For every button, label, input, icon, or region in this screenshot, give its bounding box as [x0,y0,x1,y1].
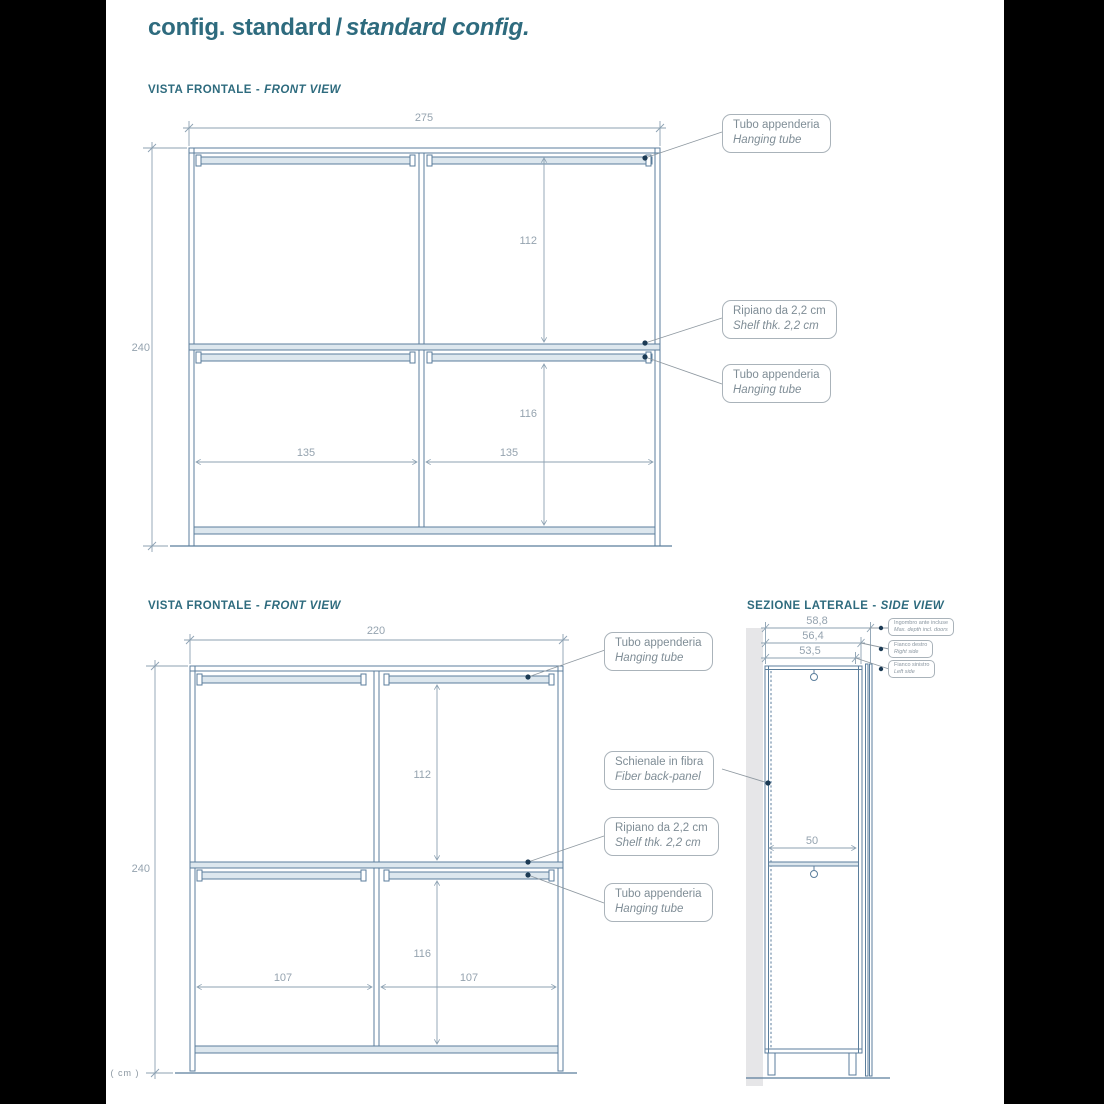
fv1-tube-top-right [428,157,652,164]
heading-english: SIDE VIEW [880,600,945,612]
sv-foot-left [768,1053,775,1075]
pill-right-side [888,640,933,658]
fv1-tube-clip [196,155,201,166]
front-view-1-drawing [170,148,672,546]
fv1-dim-bay-right: 135 [499,447,519,459]
callout-text-en: Hanging tube [615,652,684,664]
pill-left-side [888,660,935,678]
fv2-tube-clip [384,674,389,685]
sv-dim-right-side: 56,4 [802,630,824,642]
pill-depth-incl-doors [888,618,954,636]
sv-foot-right [849,1053,856,1075]
callout-text-it: Tubo appenderia [615,888,702,900]
fv1-dim-height: 240 [131,342,150,354]
front-view-1-dimensions [143,121,666,552]
callout-hanging-tube-mid1 [722,364,831,403]
heading-dash: - [255,84,261,96]
fv2-tube-clip [197,674,202,685]
section-heading-front-view-1 [148,84,341,96]
heading-dash: - [255,600,261,612]
fv1-shelf [189,344,660,350]
front-view-2-drawing [175,666,577,1073]
side-view-drawing [746,615,890,1086]
fv2-tube-clip [361,870,366,881]
sv-bottom-frame [765,1049,862,1053]
fv2-dim-lower: 116 [413,948,431,960]
page-title [148,14,529,42]
fv1-tube-clip [410,155,415,166]
fv1-tube-clip [427,352,432,363]
callout-text-en: Shelf thk. 2,2 cm [615,837,701,849]
fv1-base-rail [194,527,655,534]
fv1-dim-lower: 116 [519,408,537,420]
fv2-tube-clip [384,870,389,881]
section-heading-side-view [747,600,944,612]
fv2-tube-top-left [198,676,366,683]
sv-top-frame [765,666,862,670]
callout-hanging-tube-top2 [604,632,713,671]
callout-text-it: Ripiano da 2,2 cm [733,305,826,317]
callout-shelf-2 [604,817,719,856]
heading-english: FRONT VIEW [264,600,341,612]
fv2-tube-clip [361,674,366,685]
fv2-dim-bay-right: 107 [459,972,479,984]
fv2-top-frame [190,666,563,671]
fv2-shelf [190,862,563,868]
sv-shelf [769,862,859,866]
side-wall-band [746,628,763,1086]
fv2-base-rail [195,1046,558,1053]
section-heading-front-view-2 [148,600,341,612]
callout-text-en: Fiber back-panel [615,771,701,783]
units-note: ( cm ) [110,1068,140,1078]
fv1-center-divider [419,153,424,527]
fv1-tube-clip [196,352,201,363]
fv2-tube-clip [549,674,554,685]
title-italic: standard config. [345,14,530,41]
fv2-dim-width: 220 [366,625,386,637]
sv-right-wall [859,666,863,1053]
callout-text-en: Hanging tube [615,903,684,915]
fv2-dim-upper: 112 [413,769,431,781]
callout-text-en: Hanging tube [733,384,802,396]
pill-text-en: Right side [894,649,919,655]
title-regular: config. standard [148,14,332,41]
sv-dim-left-side: 53,5 [799,645,821,657]
sv-dim-shelf-depth: 50 [805,835,819,847]
fv1-dim-width: 275 [414,112,434,124]
callout-text-it: Schienale in fibra [615,756,704,768]
callout-shelf-1 [722,300,837,339]
callout-text-it: Ripiano da 2,2 cm [615,822,708,834]
callout-back-panel [604,751,714,790]
callout-text-it: Tubo appenderia [733,369,820,381]
callout-text-it: Tubo appenderia [615,637,702,649]
heading-italian: VISTA FRONTALE [148,600,252,612]
callout-hanging-tube-mid2 [604,883,713,922]
fv1-tube-mid-left [197,354,415,361]
fv1-tube-clip [410,352,415,363]
sv-door-panel-inner [866,664,869,1076]
fv2-dim-height: 240 [131,863,150,875]
pill-text-it: Ingombro ante incluse [894,620,949,626]
heading-italian: VISTA FRONTALE [148,84,252,96]
fv1-top-frame [189,148,660,153]
fv2-tube-mid-left [198,872,366,879]
fv1-dim-upper: 112 [519,235,537,247]
fv2-dim-bay-left: 107 [273,972,293,984]
fv1-dim-bay-left: 135 [296,447,316,459]
title-separator: / [335,14,342,41]
sv-tube-circle-mid [811,871,818,878]
callout-text-it: Tubo appenderia [733,119,820,131]
heading-dash: - [872,600,877,612]
sv-tube-circle-top [811,674,818,681]
pill-text-it: Fianco sinistro [894,662,930,668]
sv-left-wall [765,666,769,1053]
pill-text-en: Max. depth incl. doors [894,627,948,633]
heading-english: FRONT VIEW [264,84,341,96]
sv-door-panel-outer [870,664,873,1076]
fv1-tube-clip [427,155,432,166]
callout-hanging-tube-top1 [722,114,831,153]
pill-text-en: Left side [894,669,915,675]
fv2-tube-clip [197,870,202,881]
fv1-tube-mid-right [428,354,652,361]
heading-italian: SEZIONE LATERALE [747,600,869,612]
pill-text-it: Fianco destro [894,642,928,648]
sv-dim-depth-doors: 58,8 [806,615,828,627]
callout-text-en: Shelf thk. 2,2 cm [733,320,819,332]
fv1-tube-top-left [197,157,415,164]
callout-text-en: Hanging tube [733,134,802,146]
front-view-2-dimensions [146,634,569,1079]
fv2-tube-clip [549,870,554,881]
